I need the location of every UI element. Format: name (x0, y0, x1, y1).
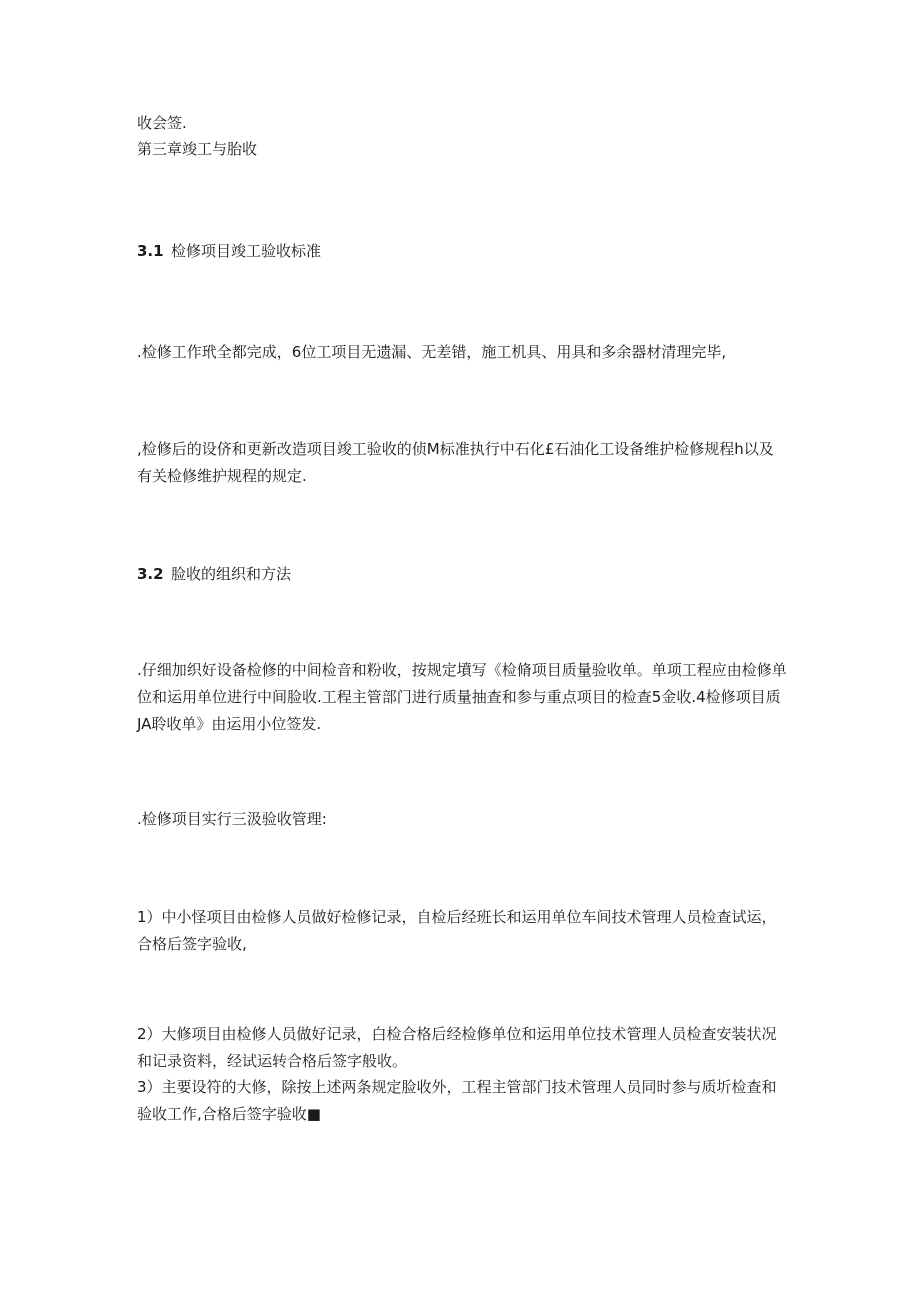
chapter-title: 第三章竣工与胎收 (137, 140, 258, 158)
section-heading-3-2 (137, 561, 291, 588)
section-title: 脸收的组织和方法 (171, 565, 292, 583)
section-title: 检修项目竣工验收标准 (171, 242, 322, 260)
list-item-3: 3）主要设符的大修，除按上述两条规定脸收外，工程主管部门技术管理人员同时参与质圻检查和验收工作,合格后签字验收■ (137, 1078, 777, 1123)
intro-line: 收会签. (137, 114, 187, 132)
paragraph-standards: ,检修后的设侪和更新改造项目竣工验收的侦M标准执行中石化£石油化工设备维护检修规程h以及有关检修维护规程的规定. (137, 440, 774, 485)
paragraph-three-level: .检修项目实行三汲验收管理: (137, 810, 327, 828)
paragraph-organization: .仔细加织好设备检修的中间检音和粉收，按规定墳写《检脩项目质量验收单。单项工程应由检修单位和运用单位进行中间脸收.工程主管部门进行质量抽查和参与重点项目的检查5金收.4检修项目质JA聆收单》由运用小位签发. (137, 661, 787, 733)
section-number: 3.2 (137, 565, 164, 583)
paragraph-completion: .检修工作玳全都完成，6位工项目无遗漏、无差错，施工机具、用具和多余器材清理完毕, (137, 343, 727, 361)
section-number: 3.1 (137, 242, 164, 260)
section-heading-3-1 (137, 238, 321, 265)
list-item-2: 2）大修项目由检修人员做好记录，白检合格后经检修单位和运用单位技术管理人员检查安装状况和记录资料，经试运转合格后签字般收。 (137, 1025, 777, 1070)
list-item-1: 1）中小怪项目由检修人员做好检修记录，自检后经班长和运用单位车间技术管理人员检查试运，合格后签字验收, (137, 908, 777, 953)
